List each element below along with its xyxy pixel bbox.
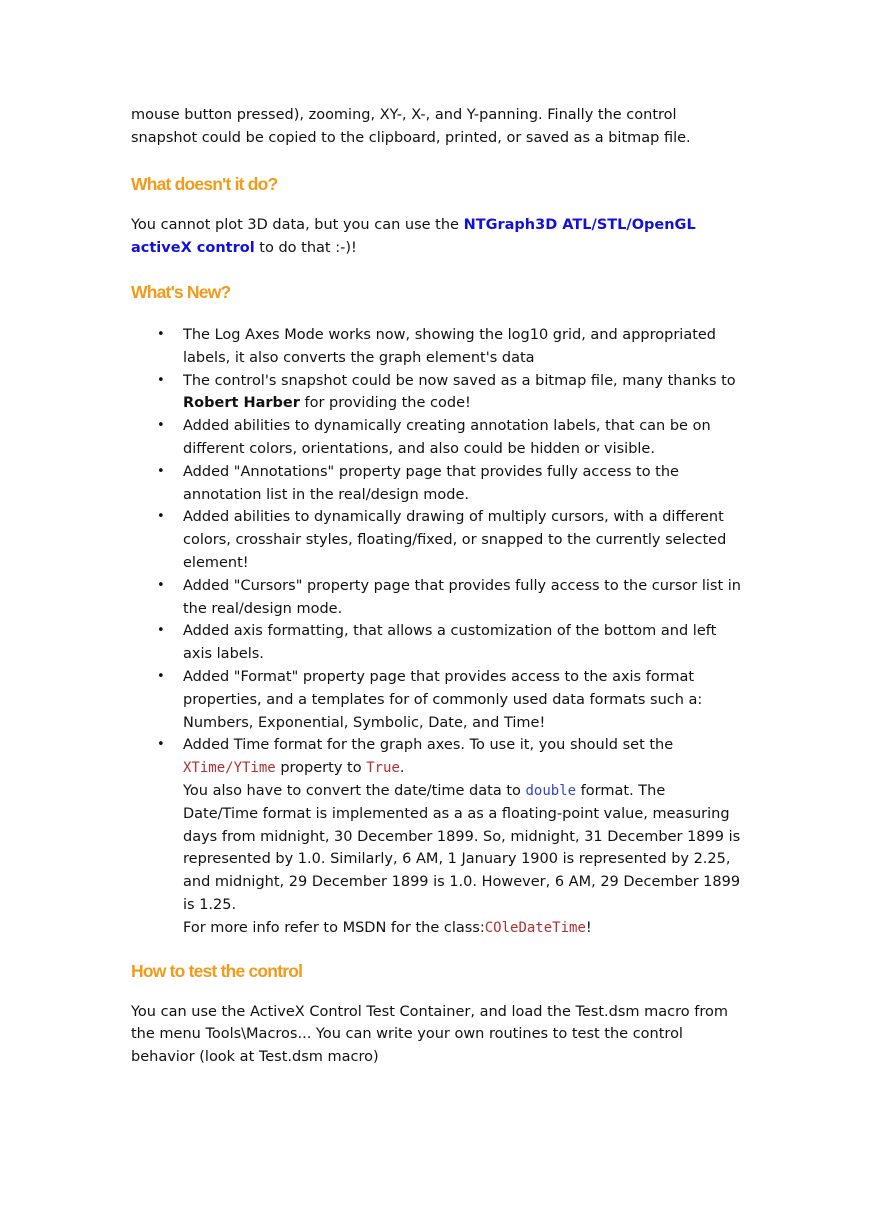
bullet-icon: • [157, 463, 165, 479]
list-item [131, 734, 741, 939]
doesnt-paragraph [131, 214, 741, 259]
heading-whats-new: What's New? [131, 282, 231, 302]
code-true: True [366, 760, 400, 777]
list-item [131, 506, 741, 574]
list-item-text: Added abilities to dynamically creating annotation labels, that can be on different colors, orientations, and also could be hidden or visible. [183, 418, 711, 457]
list-item [131, 415, 741, 461]
ntgraph3d-link[interactable]: NTGraph3D ATL/STL/OpenGL activeX control [131, 217, 696, 256]
bullet-icon: • [157, 372, 165, 388]
list-item-text: property to [275, 760, 367, 777]
list-item-text: Added axis formatting, that allows a customization of the bottom and left axis labels. [183, 623, 717, 663]
test-paragraph: You can use the ActiveX Control Test Container, and load the Test.dsm macro from the menu Tools\Macros... You can write your own routines to test the control behavior (look at Test.dsm macro) [131, 1003, 728, 1065]
list-item-text: Added "Annotations" property page that provides fully access to the annotation list in the real/design mode. [183, 463, 679, 503]
list-item-text: format. The Date/Time format is implemented as a as a floating-point value, measuring days from midnight, 30 December 1899. So, midnight, 31 December 1899 is represented by 1.0. Similarly, 6 AM, 1 January 1900 is represented by 2.25, and midnight, 29 December 1899 is 1.0. However, 6 AM, 29 December 1899 is 1.25. [183, 782, 741, 913]
contributor-name: Robert Harber [183, 395, 300, 412]
list-item [131, 666, 741, 734]
whats-new-list [131, 324, 741, 940]
doesnt-text-before: You cannot plot 3D data, but you can use the [131, 217, 464, 233]
bullet-icon: • [157, 668, 165, 684]
list-item-text: Added "Format" property page that provides access to the axis format properties, and a templates for of commonly used data formats such a: Numbers, Exponential, Symbolic, Date, and Time! [183, 668, 703, 731]
list-item [131, 370, 741, 416]
bullet-icon: • [157, 327, 165, 342]
bullet-icon: • [157, 418, 165, 434]
list-item-text: The control's snapshot could be now saved as a bitmap file, many thanks to [183, 372, 736, 389]
list-item-text: . [399, 760, 405, 777]
list-item-text: Added Time format for the graph axes. To use it, you should set the [183, 737, 674, 754]
list-item-text: for providing the code! [299, 395, 471, 412]
list-item-text: You also have to convert the date/time data to [183, 782, 526, 799]
code-double: double [525, 782, 577, 799]
document-page [131, 104, 741, 1068]
list-item [131, 575, 741, 621]
bullet-icon: • [157, 509, 165, 525]
list-item-text: The Log Axes Mode works now, showing the log10 grid, and appropriated labels, it also converts the graph element's data [183, 327, 717, 366]
bullet-icon: • [157, 623, 165, 639]
heading-how-to-test: How to test the control [131, 960, 303, 981]
list-item [131, 620, 741, 666]
list-item [131, 461, 741, 507]
heading-what-doesnt-it-do: What doesn't it do? [131, 174, 278, 194]
list-item-text: Added "Cursors" property page that provides fully access to the cursor list in the real/design mode. [183, 577, 741, 617]
list-item-text: For more info refer to MSDN for the class: [183, 919, 485, 936]
bullet-icon: • [157, 577, 165, 593]
intro-paragraph: mouse button pressed), zooming, XY-, X-, and Y-panning. Finally the control snapshot could be copied to the clipboard, printed, or saved as a bitmap file. [131, 107, 691, 146]
list-item-text: ! [585, 919, 592, 936]
list-item [131, 324, 741, 370]
code-xtime-ytime: XTime/YTime [183, 760, 276, 777]
doesnt-text-after: to do that :-)! [254, 239, 357, 256]
bullet-icon: • [157, 737, 165, 753]
list-item-text: Added abilities to dynamically drawing of multiply cursors, with a different colors, crosshair styles, floating/fixed, or snapped to the currently selected element! [183, 509, 727, 571]
code-coledatetime: COleDateTime [484, 919, 586, 936]
